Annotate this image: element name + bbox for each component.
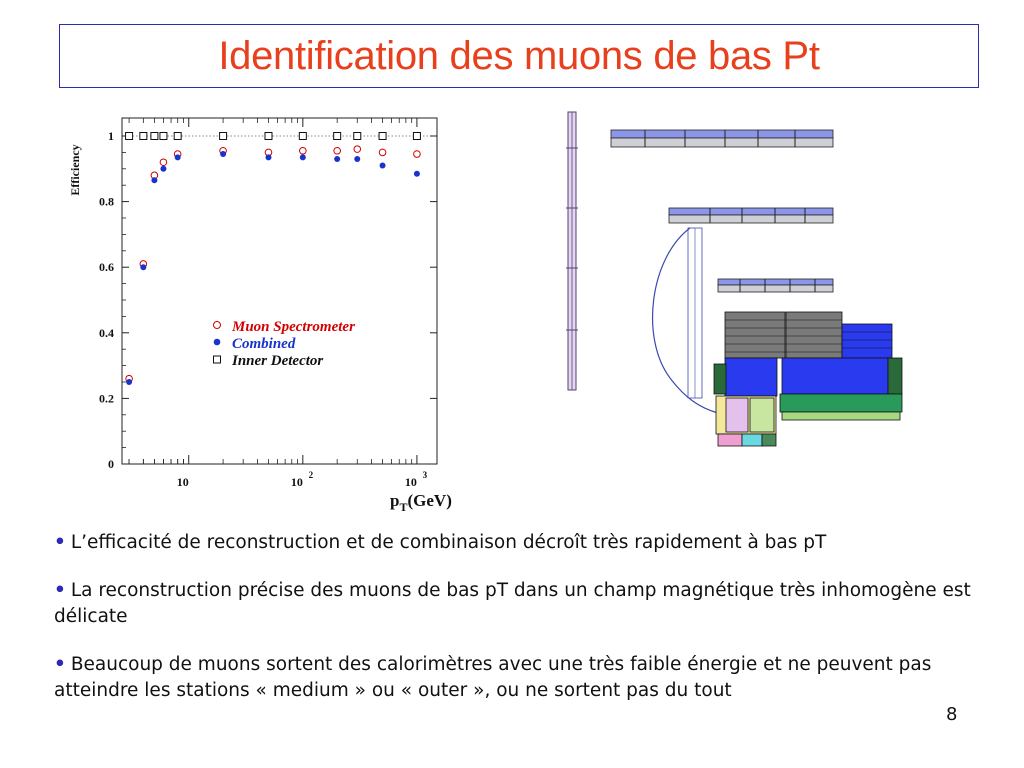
data-point-inner-detector [174, 133, 181, 140]
outer-chamber-station [611, 130, 833, 147]
data-point-combined [334, 156, 340, 162]
data-point-combined [160, 166, 166, 172]
bullet-list [54, 530, 984, 726]
y-tick-label: 1 [108, 129, 114, 143]
data-point-inner-detector [126, 133, 133, 140]
forward-chamber-column [566, 112, 578, 390]
y-tick-label: 0.8 [99, 194, 114, 209]
bullet-text: L’efficacité de reconstruction et de combinaison décroît très rapidement à bas pT [70, 532, 827, 553]
bullet-item [54, 530, 984, 556]
legend-label-muon-spectrometer: Muon Spectrometer [232, 319, 355, 335]
data-point-combined [151, 177, 157, 183]
bullet-dot-icon: • [54, 654, 66, 675]
legend-label-inner-detector: Inner Detector [232, 353, 324, 369]
data-point-combined [175, 154, 181, 160]
y-axis-label: Efficiency [68, 144, 82, 196]
data-point-combined [354, 156, 360, 162]
data-point-inner-detector [413, 133, 420, 140]
data-point-combined [126, 379, 132, 385]
plot-frame [122, 118, 437, 464]
calorimeter-block [725, 312, 892, 358]
legend-marker-inner-detector [214, 356, 221, 363]
y-axis [99, 129, 437, 471]
title-frame [59, 24, 979, 88]
x-tick-label: 10 [290, 475, 303, 489]
x-tick-exponent: 3 [422, 470, 428, 480]
bullet-text: Beaucoup de muons sortent des calorimètres avec une très faible énergie et ne peuvent pas atteindre les stations « medium » ou « outer », ou ne sortent pas du tout [54, 654, 932, 701]
legend-label-combined: Combined [232, 336, 296, 352]
data-point-inner-detector [265, 133, 272, 140]
legend [214, 319, 356, 369]
data-point-muon-spectrometer [300, 147, 307, 154]
x-axis-label: $p_T(GeV)$ [390, 491, 452, 513]
x-tick-exponent: 2 [308, 470, 314, 480]
inner-chamber-station [718, 279, 833, 292]
bullet-item [54, 578, 984, 630]
data-point-inner-detector [379, 133, 386, 140]
data-point-inner-detector [299, 133, 306, 140]
bullet-item [54, 652, 984, 704]
detector-layout-diagram [560, 108, 920, 476]
data-point-inner-detector [334, 133, 341, 140]
data-point-combined [265, 154, 271, 160]
x-tick-label: 10 [176, 475, 189, 489]
data-point-combined [300, 154, 306, 160]
x-axis [129, 118, 428, 489]
data-point-muon-spectrometer [414, 151, 421, 158]
y-tick-label: 0.2 [99, 391, 114, 406]
middle-chamber-station [669, 208, 833, 223]
data-point-inner-detector [160, 133, 167, 140]
data-point-muon-spectrometer [160, 159, 167, 166]
legend-marker-combined [214, 339, 221, 346]
bullet-text: La reconstruction précise des muons de bas pT dans un champ magnétique très inhomogène est délicate [54, 580, 971, 627]
data-point-muon-spectrometer [354, 146, 361, 153]
y-tick-label: 0.4 [99, 325, 114, 340]
data-point-inner-detector [140, 133, 147, 140]
data-point-muon-spectrometer [379, 149, 386, 156]
x-tick-label: 10 [404, 475, 417, 489]
y-tick-label: 0 [108, 457, 114, 471]
data-point-combined [220, 151, 226, 157]
data-point-inner-detector [151, 133, 158, 140]
toroid-coil-outline [653, 228, 718, 413]
efficiency-chart [60, 108, 460, 513]
bullet-dot-icon: • [54, 580, 66, 601]
data-point-inner-detector [354, 133, 361, 140]
endcap-region [714, 358, 902, 446]
data-point-combined [380, 163, 386, 169]
data-point-muon-spectrometer [334, 147, 341, 154]
legend-marker-muon-spectrometer [214, 322, 221, 329]
bullet-dot-icon: • [54, 532, 66, 553]
y-tick-label: 0.6 [99, 260, 114, 275]
slide-title: Identification des muons de bas Pt [218, 33, 820, 78]
data-point-combined [414, 171, 420, 177]
page-number: 8 [946, 704, 958, 725]
data-point-inner-detector [220, 133, 227, 140]
data-point-combined [140, 264, 146, 270]
